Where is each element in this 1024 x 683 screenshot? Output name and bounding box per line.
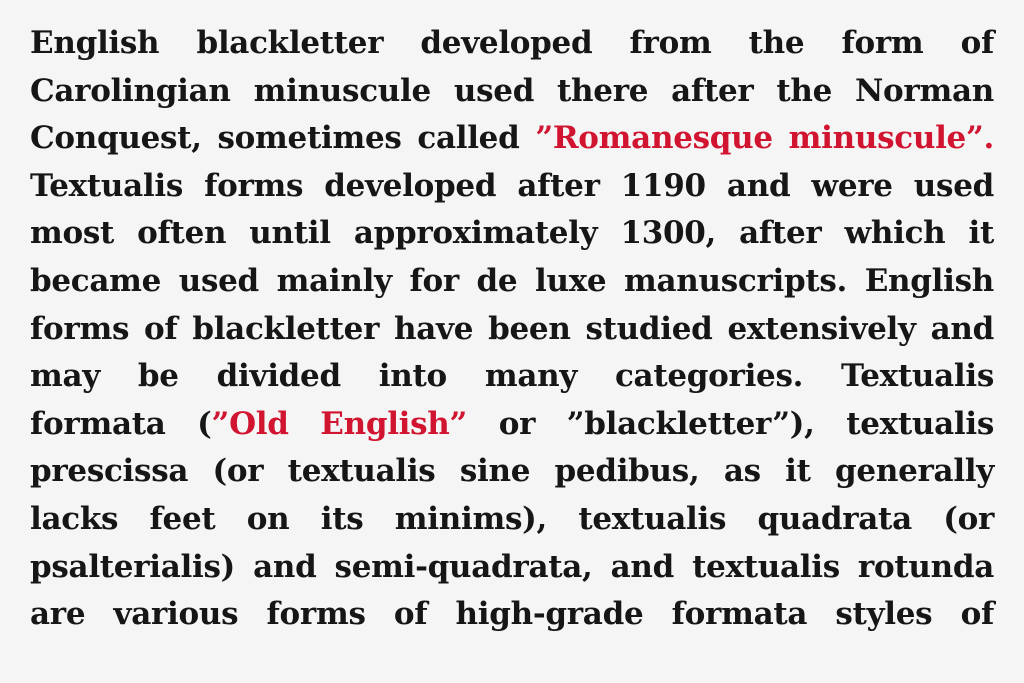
text-line xyxy=(30,353,994,401)
text-line xyxy=(30,401,994,449)
highlighted-text-segment: ”Romanesque minuscule”. xyxy=(535,120,994,157)
text-line xyxy=(30,496,994,544)
text-line xyxy=(30,115,994,163)
text-segment: may be divided into many categories. Textualis xyxy=(30,358,994,395)
text-segment: Textualis forms developed after 1190 and were used xyxy=(30,167,994,204)
text-segment: became used mainly for de luxe manuscripts. English xyxy=(30,262,994,299)
text-line xyxy=(30,258,994,306)
text-segment: forms of blackletter have been studied extensively and xyxy=(30,310,994,347)
text-line xyxy=(30,68,994,116)
text-segment: Carolingian minuscule used there after the Norman xyxy=(30,72,994,109)
text-segment: psalterialis) and semi-quadrata, and textualis rotunda xyxy=(30,548,994,585)
text-segment: lacks feet on its minims), textualis quadrata (or xyxy=(30,500,994,537)
text-segment: or ”blackletter”), textualis xyxy=(467,405,995,442)
text-line xyxy=(30,544,994,592)
text-segment: English blackletter developed from the form of xyxy=(30,25,994,61)
text-segment: Conquest, sometimes called xyxy=(30,120,536,157)
text-segment: prescissa (or textualis sine pedibus, as it generally xyxy=(30,453,994,490)
text-line xyxy=(30,306,994,354)
text-segment: formata ( xyxy=(30,405,212,442)
text-line xyxy=(30,163,994,211)
text-segment: most often until approximately 1300, after which it xyxy=(30,215,994,252)
text-line xyxy=(30,591,994,639)
text-line xyxy=(30,210,994,258)
text-line xyxy=(30,20,994,68)
paragraph xyxy=(30,20,994,639)
text-line xyxy=(30,448,994,496)
highlighted-text-segment: ”Old English” xyxy=(211,405,468,442)
text-segment: are various forms of high-grade formata styles of xyxy=(30,596,994,633)
